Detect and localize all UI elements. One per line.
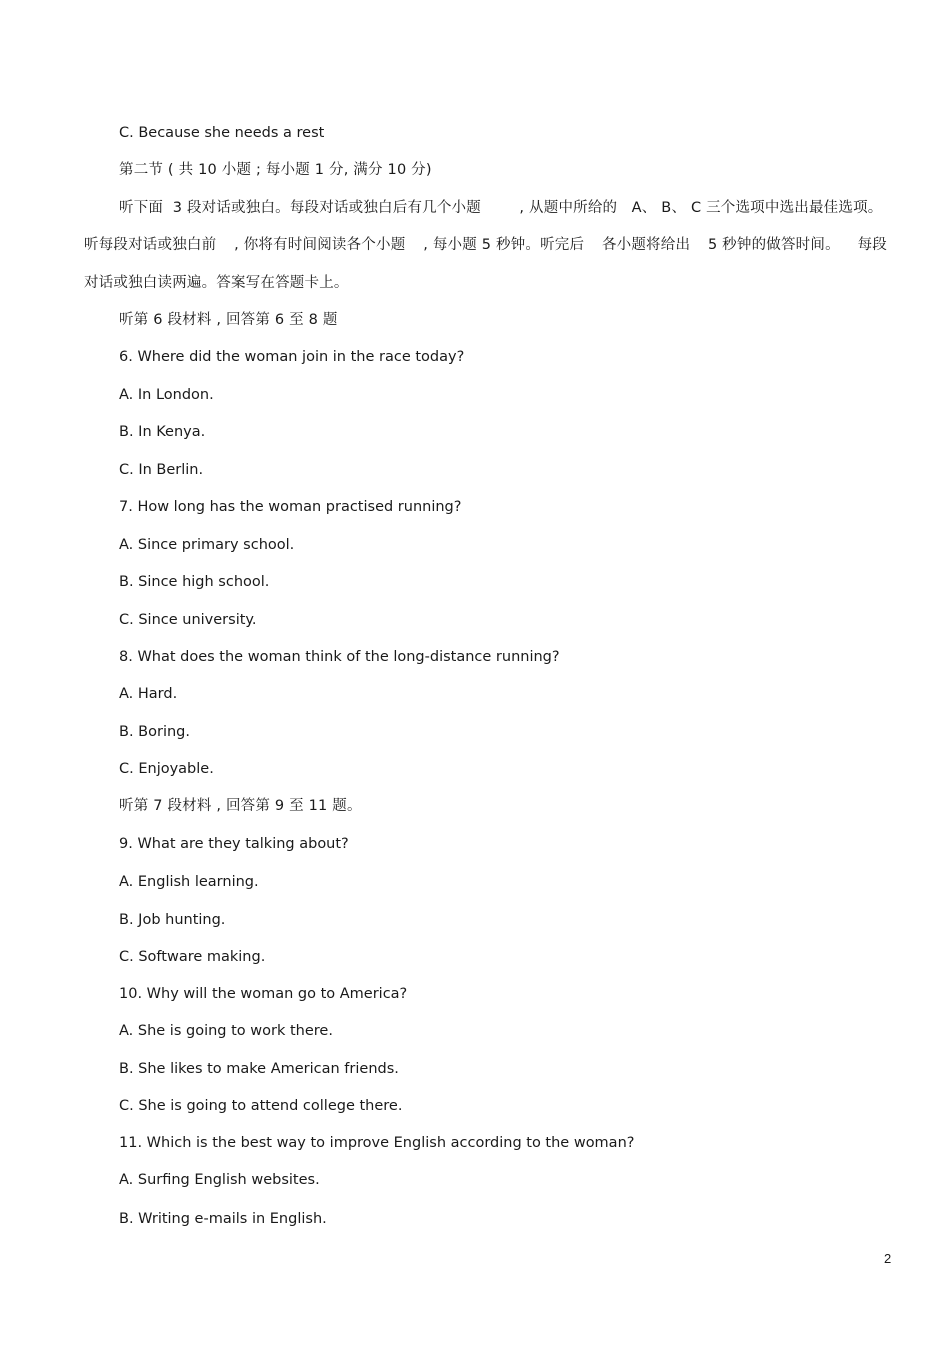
option-b-q7: B. Since high school. (119, 574, 270, 590)
instructions-part: , 每小题 5 秒钟。听完后 (423, 237, 585, 253)
option-b-q11: B. Writing e-mails in English. (119, 1211, 327, 1227)
page-number: 2 (884, 1251, 892, 1266)
option-a-q6: A. In London. (119, 387, 214, 403)
option-b-q8: B. Boring. (119, 724, 190, 740)
material-7-heading: 听第 7 段材料 , 回答第 9 至 11 题。 (119, 798, 362, 814)
question-9: 9. What are they talking about? (119, 836, 349, 852)
option-a-q8: A. Hard. (119, 686, 178, 702)
section-heading: 第二节 ( 共 10 小题 ; 每小题 1 分, 满分 10 分) (119, 162, 432, 178)
option-c-q9: C. Software making. (119, 949, 266, 965)
question-8: 8. What does the woman think of the long-distance running? (119, 649, 560, 665)
option-b-q9: B. Job hunting. (119, 912, 226, 928)
option-c-q7: C. Since university. (119, 612, 257, 628)
question-7: 7. How long has the woman practised running? (119, 499, 462, 515)
instructions-part: 每段 (857, 237, 887, 253)
option-c-q5: C. Because she needs a rest (119, 125, 325, 141)
option-a-q10: A. She is going to work there. (119, 1023, 333, 1039)
option-c-q8: C. Enjoyable. (119, 761, 214, 777)
option-b-q6: B. In Kenya. (119, 424, 206, 440)
question-11: 11. Which is the best way to improve English according to the woman? (119, 1135, 635, 1151)
question-10: 10. Why will the woman go to America? (119, 986, 408, 1002)
instructions-part: 听每段对话或独白前 (84, 237, 217, 253)
material-6-heading: 听第 6 段材料 , 回答第 6 至 8 题 (119, 312, 338, 328)
option-a-q11: A. Surfing English websites. (119, 1172, 320, 1188)
option-c-q6: C. In Berlin. (119, 462, 204, 478)
option-c-q10: C. She is going to attend college there. (119, 1098, 403, 1114)
instructions-line-2 (84, 236, 887, 254)
instructions-part: , 你将有时间阅读各个小题 (234, 237, 406, 253)
instructions-part: 各小题将给出 (601, 237, 691, 253)
option-b-q10: B. She likes to make American friends. (119, 1061, 399, 1077)
option-a-q9: A. English learning. (119, 874, 259, 890)
instructions-part: 5 秒钟的做答时间。 (707, 237, 840, 253)
instructions-line-3: 对话或独白读两遍。答案写在答题卡上。 (84, 275, 349, 291)
question-6: 6. Where did the woman join in the race today? (119, 349, 465, 365)
instructions-line-1: 听下面 3 段对话或独白。每段对话或独白后有几个小题 , 从题中所给的 A、 B、 C 三个选项中选出最佳选项。 (119, 200, 883, 216)
option-a-q7: A. Since primary school. (119, 537, 295, 553)
